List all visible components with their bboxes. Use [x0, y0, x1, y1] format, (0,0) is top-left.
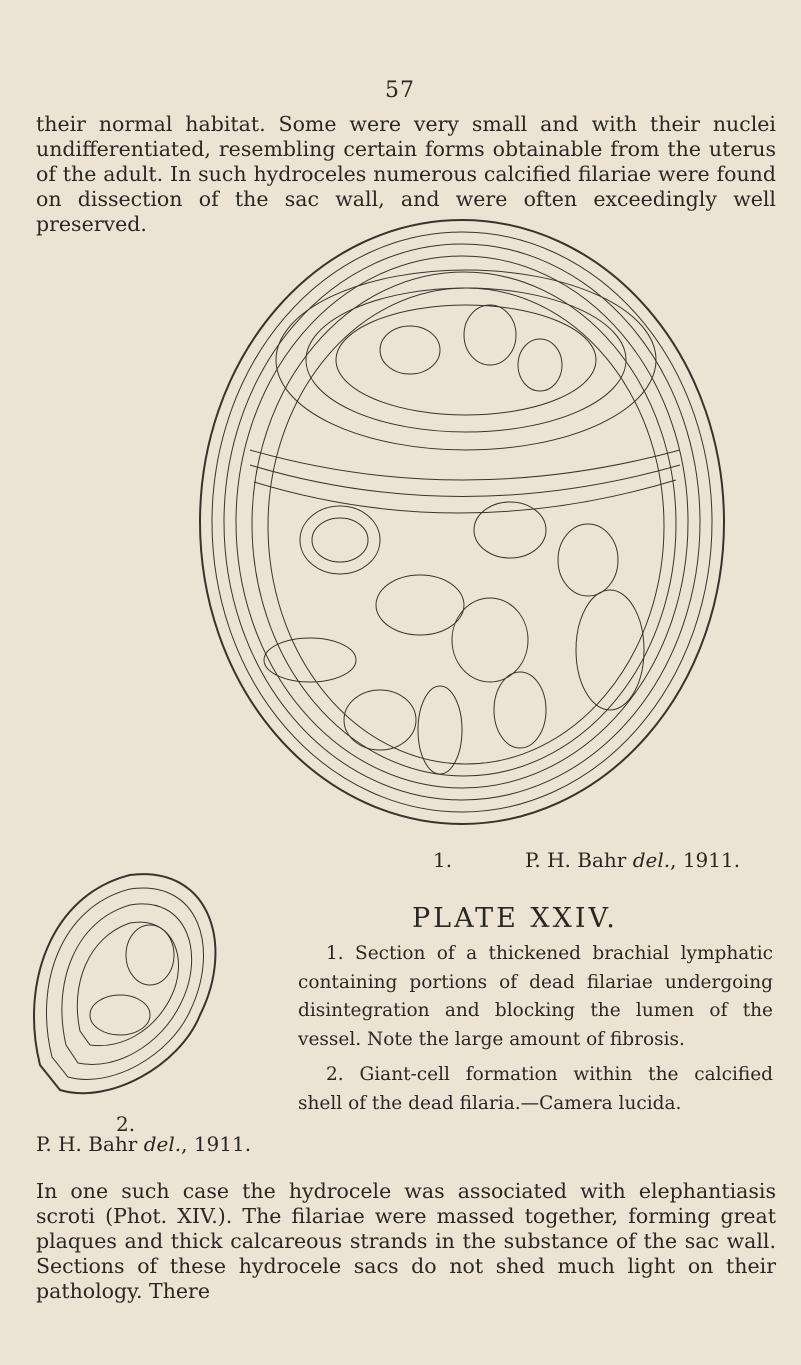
figure-2-number: 2. [116, 1112, 136, 1136]
plate-title: PLATE XXIV. [412, 903, 618, 934]
page-number: 57 [385, 78, 415, 103]
paragraph-bottom: In one such case the hydrocele was associated with elephantiasis scroti (Phot. XIV.). The filariae were massed together, forming great plaques and thick calcareous strands in the substance of the sac wall. Sections of these hydrocele sacs do not shed much light on their pathology. There [36, 1179, 776, 1303]
figure-1-number: 1. [433, 848, 453, 872]
plate-caption-2: 2. Giant-cell formation within the calcified shell of the dead filaria.—Camera lucida. [298, 1064, 773, 1114]
plate-caption-1: 1. Section of a thickened brachial lymphatic containing portions of dead filariae undergoing disintegration and blocking the lumen of the vessel. Note the large amount of fibrosis. [298, 943, 773, 1050]
figure-2-credit: P. H. Bahr del., 1911. [36, 1132, 252, 1156]
figure-2-giant-cell [20, 865, 240, 1105]
paragraph-top: their normal habitat. Some were very small and with their nuclei undifferentiated, resembling certain forms obtainable from the uterus of the adult. In such hydroceles numerous calcified filariae were found on dissection of the sac wall, and were often exceedingly well preserved. [36, 112, 776, 236]
figure-1-credit: P. H. Bahr del., 1911. [525, 848, 741, 872]
figure-1-lymphatic-section [190, 210, 730, 835]
